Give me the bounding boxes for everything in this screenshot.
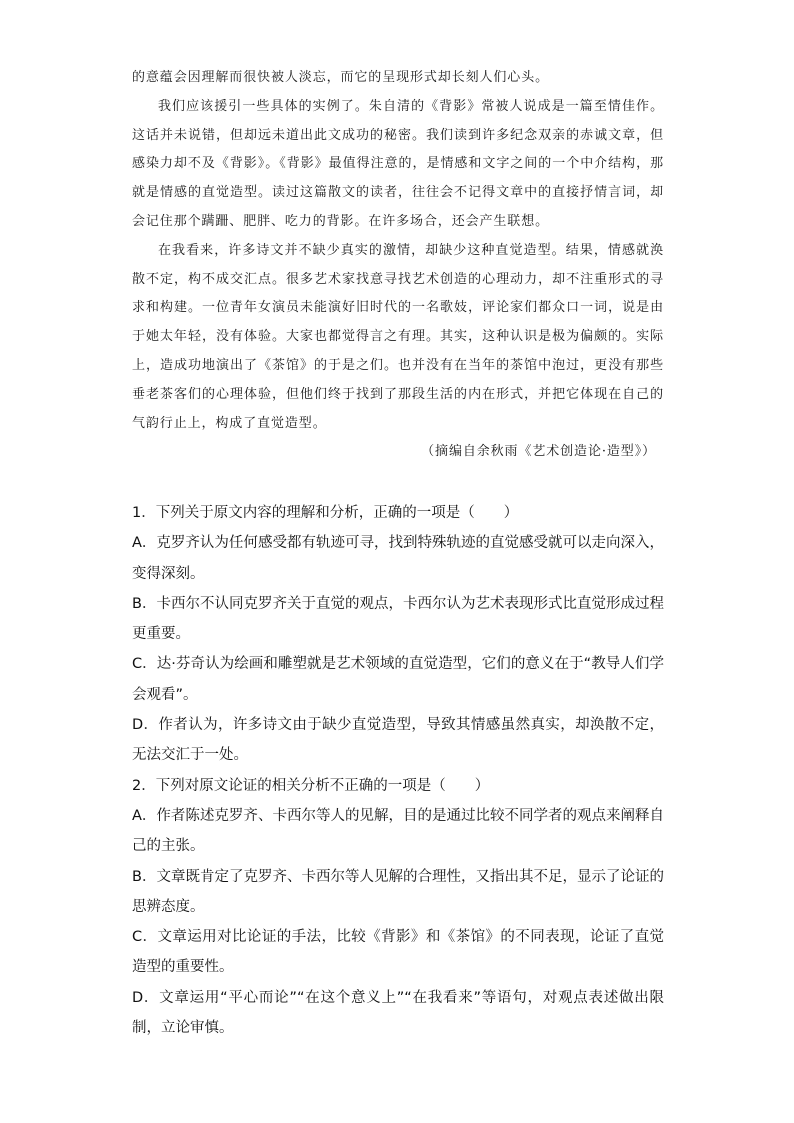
question-section xyxy=(132,498,664,1043)
passage-paragraph: 我们应该援引一些具体的实例了。朱自清的《背影》常被人说成是一篇至情佳作。这话并未说错，但却远未道出此文成功的秘密。我们读到许多纪念双亲的赤诚文章，但感染力却不及《背影》。《背影》最值得注意的，是情感和文字之间的一个中介结构，那就是情感的直觉造型。读过这篇散文的读者，往往会不记得文章中的直接抒情言词，却会记住那个蹒跚、肥胖、吃力的背影。在许多场合，还会产生联想。 xyxy=(132,98,664,229)
question-1-option-c: C．达·芬奇认为绘画和雕塑就是艺术领域的直觉造型，它们的意义在于“教导人们学会观看”。 xyxy=(132,656,664,703)
reading-passage xyxy=(132,64,664,467)
question-2-option-b: B．文章既肯定了克罗齐、卡西尔等人见解的合理性，又指出其不足，显示了论证的思辨态度。 xyxy=(132,868,664,915)
question-2-stem: 2．下列对原文论证的相关分析不正确的一项是（ ） xyxy=(132,777,490,794)
passage-paragraph: 的意蕴会因理解而很快被人淡忘，而它的呈现形式却长刻人们心头。 xyxy=(132,70,550,85)
passage-source: （摘编自余秋雨《艺术创造论·造型》） xyxy=(421,444,656,460)
question-1-option-d: D．作者认为，许多诗文由于缺少直觉造型，导致其情感虽然真实，却涣散不定，无法交汇于一处。 xyxy=(132,717,664,764)
question-1-option-b: B．卡西尔不认同克罗齐关于直觉的观点，卡西尔认为艺术表现形式比直觉形成过程更重要。 xyxy=(132,595,664,643)
passage-paragraph: 在我看来，许多诗文并不缺少真实的激情，却缺少这种直觉造型。结果，情感就涣散不定，构不成交汇点。很多艺术家找意寻找艺术创造的心理动力，却不注重形式的寻求和构建。一位青年女演员未能演好旧时代的一名歌妓，评论家们都众口一词，说是由于她太年轻，没有体验。大家也都觉得言之有理。其实，这种认识是极为偏颇的。实际上，造成功地演出了《茶馆》的于是之们。也并没有在当年的茶馆中泡过，更没有那些垂老茶客们的心理体验，但他们终于找到了那段生活的内在形式，并把它体现在自己的气韵行止上，构成了直觉造型。 xyxy=(132,242,664,431)
question-1-stem: 1．下列关于原文内容的理解和分析，正确的一项是（ ） xyxy=(132,505,519,521)
question-1-option-a: A．克罗齐认为任何感受都有轨迹可寻，找到特殊轨迹的直觉感受就可以走向深入，变得深刻。 xyxy=(132,535,664,582)
question-2-option-d: D．文章运用“平心而论”“在这个意义上”“在我看来”等语句，对观点表述做出限制，立论审慎。 xyxy=(132,989,664,1037)
question-2-option-c: C．文章运用对比论证的手法，比较《背影》和《茶馆》的不同表现，论证了直觉造型的重要性。 xyxy=(132,929,664,976)
question-2-option-a: A．作者陈述克罗齐、卡西尔等人的见解，目的是通过比较不同学者的观点来阐释自己的主张。 xyxy=(132,807,664,855)
